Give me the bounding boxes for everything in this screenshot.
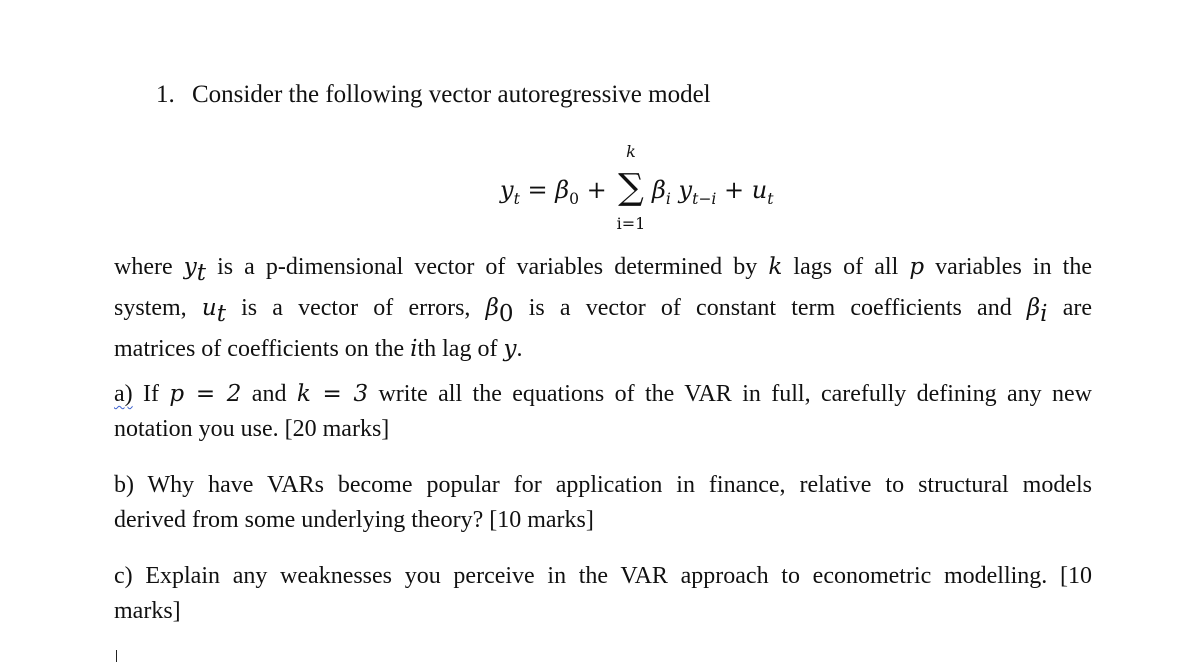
eq-beta0: β	[555, 176, 570, 204]
eq-beta-i: β	[652, 176, 666, 204]
eq-beta-i-sub: i	[665, 189, 671, 208]
eq-plus: +	[586, 176, 607, 204]
eq-y: y	[500, 176, 514, 204]
p-equals-2: p = 2	[169, 381, 242, 407]
text-cursor[interactable]	[116, 650, 117, 662]
sum-upper-limit: k	[626, 142, 636, 161]
part-b-line-2: derived from some underlying theory? [10 marks]	[114, 507, 594, 533]
part-a-question	[114, 377, 1092, 447]
definitions-line-3: matrices of coefficients on the ith lag of y.	[114, 335, 523, 362]
part-a-line-1: a) If p = 2 and k = 3 write all the equations of the VAR in full, carefully defining any new	[114, 381, 1092, 407]
k-equals-3: k = 3	[296, 381, 369, 407]
part-c-question	[114, 559, 1092, 629]
equation-lhs	[500, 176, 607, 208]
question-heading	[156, 80, 711, 110]
eq-equals: =	[527, 176, 548, 204]
eq-beta0-sub: 0	[569, 189, 580, 208]
part-a-label: a)	[114, 381, 133, 407]
summation	[616, 142, 646, 238]
eq-y-sub: t	[513, 189, 520, 208]
eq-y-lag: y	[678, 176, 693, 204]
question-heading-text: Consider the following vector autoregressive model	[192, 81, 711, 108]
eq-u: u	[751, 176, 768, 204]
eq-plus-2: +	[724, 176, 745, 204]
definitions-line-2: system, $u_t$ is a vector of errors, $\beta_0$ is a vector of constant term coefficients and $\beta_i$ are	[114, 294, 1093, 327]
var-equation	[500, 142, 800, 238]
definitions-line-1: where $y_t$ is a p-dimensional vector of variables determined by k lags of all p variables in the	[114, 254, 1092, 286]
eq-y-lag-sub: t−i	[692, 189, 717, 208]
part-c-line-2: marks]	[114, 598, 181, 624]
equation-rhs	[652, 176, 774, 208]
definitions-paragraph	[114, 250, 1092, 367]
eq-u-sub: t	[767, 189, 774, 208]
sigma-symbol: ∑	[618, 167, 644, 208]
part-b-line-1: b) Why have VARs become popular for application in finance, relative to structural models	[114, 472, 1092, 498]
part-a-line-2: notation you use. [20 marks]	[114, 416, 390, 442]
part-b-question	[114, 468, 1092, 538]
question-number: 1.	[156, 81, 175, 108]
sum-lower-limit: i=1	[616, 214, 646, 233]
part-c-line-1: c) Explain any weaknesses you perceive in the VAR approach to econometric modelling. [10	[114, 563, 1092, 589]
